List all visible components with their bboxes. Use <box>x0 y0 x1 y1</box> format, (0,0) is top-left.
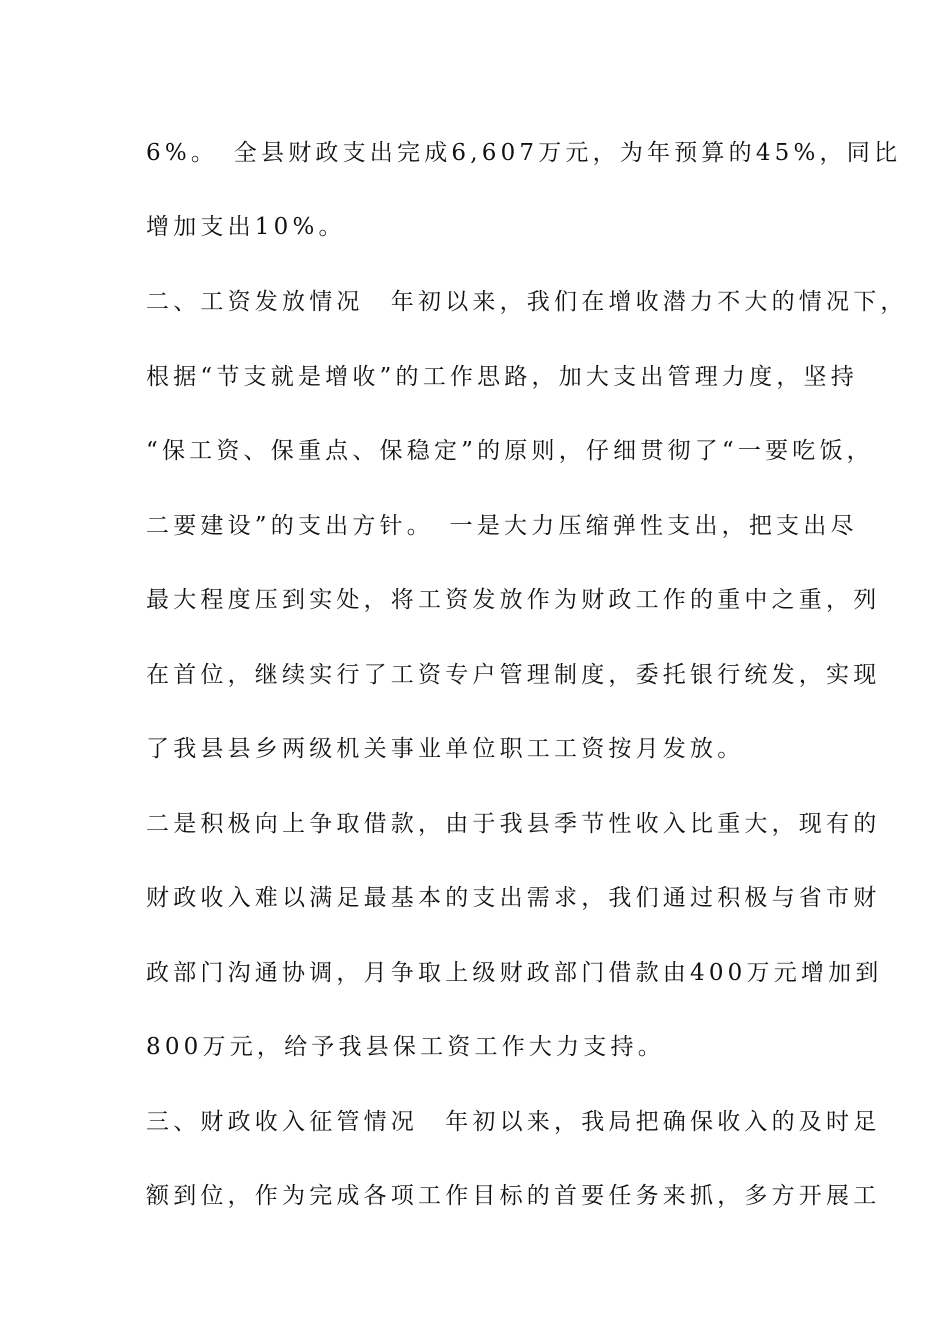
text-line: 二、工资发放情况 年初以来，我们在增收潜力不大的情况下， <box>146 289 908 315</box>
text-line: 根据“节支就是增收”的工作思路，加大支出管理力度，坚持 <box>146 364 858 390</box>
text-line: 最大程度压到实处，将工资发放作为财政工作的重中之重，列 <box>146 587 881 613</box>
text-line: 政部门沟通协调，月争取上级财政部门借款由400万元增加到 <box>146 960 883 986</box>
text-line: 800万元，给予我县保工资工作大力支持。 <box>146 1034 665 1060</box>
text-line: 二是积极向上争取借款，由于我县季节性收入比重大，现有的 <box>146 811 881 837</box>
text-line: 在首位，继续实行了工资专户管理制度，委托银行统发，实现 <box>146 662 881 688</box>
text-line: 三、财政收入征管情况 年初以来，我局把确保收入的及时足 <box>146 1109 881 1135</box>
text-line: 财政收入难以满足最基本的支出需求，我们通过积极与省市财 <box>146 885 881 911</box>
text-line: “保工资、保重点、保稳定”的原则，仔细贯彻了“一要吃饭， <box>146 438 874 464</box>
text-line: 二要建设”的支出方针。 一是大力压缩弹性支出，把支出尽 <box>146 513 858 539</box>
text-line: 增加支出10%。 <box>146 214 346 240</box>
text-line: 额到位，作为完成各项工作目标的首要任务来抓，多方开展工 <box>146 1183 881 1209</box>
text-line: 了我县县乡两级机关事业单位职工工资按月发放。 <box>146 736 745 762</box>
text-line: 6%。 全县财政支出完成6,607万元，为年预算的45%，同比 <box>146 140 902 166</box>
